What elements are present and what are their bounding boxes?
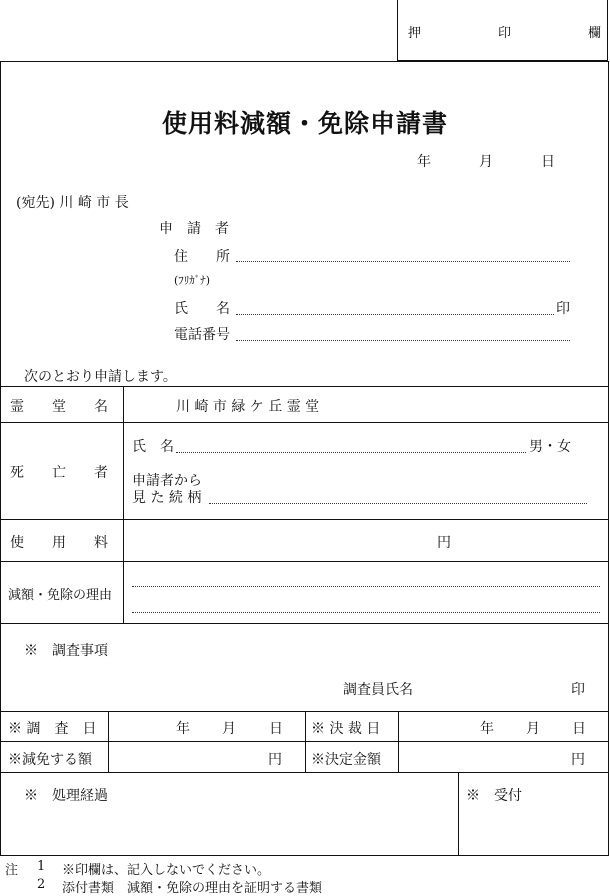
fee-label: 使 用 料 <box>10 535 108 551</box>
address-label: 住 所 <box>174 249 230 265</box>
label-column-divider <box>123 386 124 623</box>
row-divider <box>0 561 609 562</box>
decision-date-label: ※ 決 裁 日 <box>311 721 381 737</box>
deceased-name-field[interactable] <box>176 452 526 453</box>
phone-field[interactable] <box>236 340 570 341</box>
decision-date-year: 年 <box>480 721 494 737</box>
survey-date-day: 日 <box>269 721 283 737</box>
date-day: 日 <box>541 154 555 170</box>
date-month: 月 <box>479 154 493 170</box>
name-label: 氏 名 <box>174 301 230 317</box>
reason-field-line-2[interactable] <box>132 612 600 613</box>
survey-date-month: 月 <box>222 721 236 737</box>
addressee: (宛先) 川 崎 市 長 <box>16 195 129 211</box>
phone-label: 電話番号 <box>174 327 230 343</box>
column-divider <box>305 711 306 772</box>
relation-field[interactable] <box>209 503 587 504</box>
applicant-heading: 申 請 者 <box>159 221 229 237</box>
row-divider <box>0 519 609 520</box>
note-1-number: 1 <box>37 859 46 874</box>
decision-date-month: 月 <box>526 721 540 737</box>
process-label: ※ 処理経過 <box>24 788 108 804</box>
address-field[interactable] <box>236 261 570 262</box>
survey-date-label: ※ 調 査 日 <box>8 721 97 737</box>
furigana-label: (ﾌﾘｶﾞﾅ) <box>174 274 211 287</box>
date-year: 年 <box>417 154 431 170</box>
column-divider <box>398 711 399 772</box>
relation-label-2: 見 た 続 柄 <box>132 490 202 506</box>
seal-box-label: 押 印 欄 <box>408 26 601 41</box>
column-divider <box>108 711 109 772</box>
relation-label-1: 申請者から <box>132 473 202 489</box>
decided-amount-label: ※決定金額 <box>311 752 381 768</box>
reason-field-line-1[interactable] <box>132 586 600 587</box>
hall-value: 川 崎 市 緑 ケ 丘 霊 堂 <box>176 399 320 415</box>
investigation-heading: ※ 調査事項 <box>24 643 108 659</box>
reason-label: 減額・免除の理由 <box>8 588 113 603</box>
row-divider <box>0 772 609 773</box>
reduction-amount-label: ※減免する額 <box>8 752 92 768</box>
receipt-label: ※ 受付 <box>466 788 522 804</box>
investigator-label: 調査員氏名 <box>343 682 413 698</box>
row-divider <box>0 623 609 624</box>
survey-date-year: 年 <box>176 721 190 737</box>
deceased-label: 死 亡 者 <box>10 465 108 481</box>
fee-unit: 円 <box>437 535 451 551</box>
note-1-text: ※印欄は、記入しないでください。 <box>62 863 271 878</box>
page-title: 使用料減額・免除申請書 <box>161 109 448 138</box>
decision-date-day: 日 <box>572 721 586 737</box>
notes-prefix: 注 <box>5 863 19 878</box>
hall-label: 霊 堂 名 <box>10 399 108 415</box>
name-field[interactable] <box>236 314 554 315</box>
sex-options[interactable]: 男・女 <box>529 439 571 455</box>
reduction-amount-unit: 円 <box>268 752 282 768</box>
decided-amount-unit: 円 <box>571 752 585 768</box>
note-2-text: 添付書類 減額・免除の理由を証明する書類 <box>62 881 323 896</box>
investigator-seal: 印 <box>571 682 585 698</box>
request-statement: 次のとおり申請します。 <box>24 369 177 385</box>
note-2-number: 2 <box>37 877 46 892</box>
deceased-name-label: 氏 名 <box>132 439 174 455</box>
column-divider <box>458 772 459 856</box>
row-divider <box>0 386 609 387</box>
seal-box <box>397 0 608 61</box>
applicant-seal-mark: 印 <box>556 301 570 317</box>
row-divider <box>0 422 609 423</box>
